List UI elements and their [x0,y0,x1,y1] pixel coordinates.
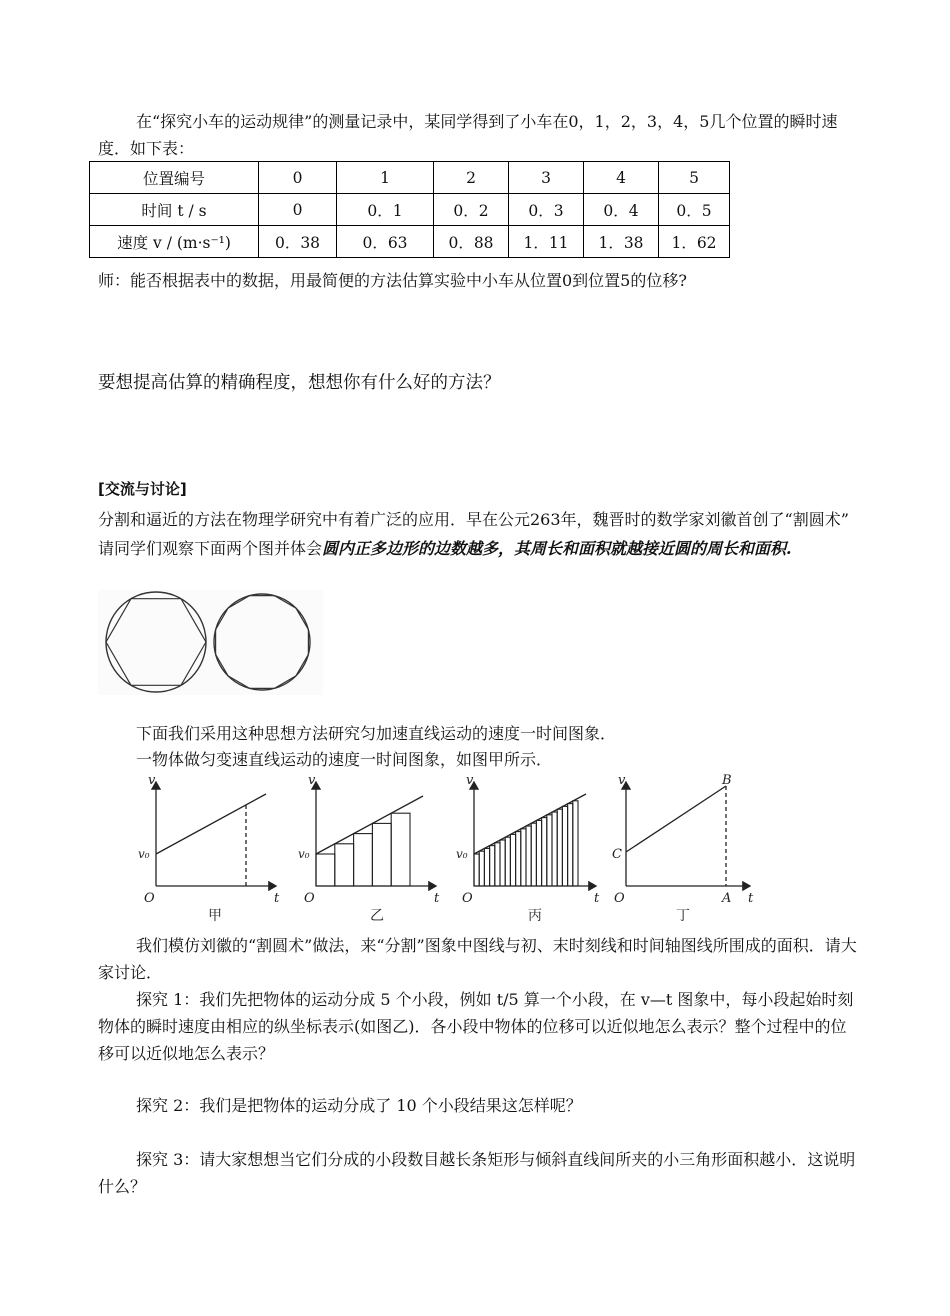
rectangles-5 [316,813,410,886]
step-rectangle [474,854,479,886]
object-paragraph: 一物体做匀变速直线运动的速度一时间图象，如图甲所示． [136,750,553,769]
caption-ding: 丁 [676,908,690,924]
step-rectangle [516,832,521,886]
axis-t-label: t [434,891,440,906]
v0-label: v₀ [298,847,310,861]
question-2: 要想提高估算的精确程度，想想你有什么好的方法？ [98,373,501,393]
origin-label: O [614,891,625,906]
table-cell: 2 [434,162,509,194]
origin-label: O [144,891,155,906]
step-rectangle [391,813,410,886]
table-cell: 1 [337,162,434,194]
table-cell: 3 [509,162,584,194]
discussion-emphasis: 圆内正多边形的边数越多，其周长和面积就越接近圆的周长和面积. [322,539,792,558]
step-rectangle [510,834,515,886]
table-cell: 4 [584,162,659,194]
step-rectangle [500,840,505,886]
step-rectangle [573,801,578,886]
vt-graphs [138,768,783,928]
table-cell: 1．38 [584,226,659,258]
explore-1: 探究 1：我们先把物体的运动分成 5 个小段，例如 t/5 算一个小段，在 v—t 图象中，每小段起始时刻物体的瞬时速度由相应的纵坐标表示(如图乙)．各小段中物体的位移可以近似地怎么表示？整个过程中的位移可以近似地怎么表示？ [98,990,854,1063]
table-cell: 0．2 [434,194,509,226]
caption-yi: 乙 [370,908,384,924]
table-cell: 0 [259,194,337,226]
vt-line [316,796,423,854]
step-rectangle [479,851,484,886]
graph-bing [456,773,600,924]
graph-yi [298,773,440,924]
caption-jia: 甲 [208,908,222,924]
table-cell: 5 [659,162,730,194]
graph-ding [612,773,754,924]
axis-v-label: v [618,773,626,788]
step-rectangle [526,826,531,886]
axis-t-label: t [748,891,754,906]
origin-label: O [462,891,473,906]
graph-jia [138,773,280,924]
step-rectangle [557,809,562,886]
section-heading: [交流与讨论] [98,480,187,498]
step-rectangle [372,823,391,886]
step-rectangle [490,846,495,886]
step-rectangle [562,806,567,886]
table-cell: 0．1 [337,194,434,226]
table-cell: 0．3 [509,194,584,226]
table-cell: 0．4 [584,194,659,226]
step-rectangle [547,815,552,886]
step-rectangle [552,812,557,886]
discussion-text: 分割和逼近的方法在物理学研究中有着广泛的应用．早在公元263年，魏晋时的数学家刘徽首创了“割圆术” 请同学们观察下面两个图并体会 [98,510,849,558]
explore-3: 探究 3：请大家想想当它们分成的小段数目越长条矩形与倾斜直线间所夹的小三角形面积越小．这说明什么？ [98,1150,856,1196]
step-rectangle [536,820,541,886]
table-cell: 0．5 [659,194,730,226]
table-cell: 1．62 [659,226,730,258]
v0-label: v₀ [456,847,468,861]
step-rectangle [335,844,354,886]
method-paragraph: 下面我们采用这种思想方法研究匀加速直线运动的速度一时间图象． [136,724,617,743]
table-cell: 时间 t / s [90,194,259,226]
axis-v-label: v [466,773,474,788]
point-a-label: A [722,891,732,906]
table-row [90,162,730,194]
point-c-label: C [612,847,622,862]
rectangles-many [474,801,578,886]
axis-v-label: v [308,773,316,788]
question-1: 师：能否根据表中的数据，用最简便的方法估算实验中小车从位置0到位置5的位移? [98,271,687,290]
step-rectangle [542,818,547,886]
table-row [90,226,730,258]
explore-2: 探究 2：我们是把物体的运动分成了 10 个小段结果这怎样呢？ [136,1096,582,1115]
step-rectangle [354,834,373,886]
vt-line [626,786,726,852]
v0-label: v₀ [138,847,150,861]
table-cell: 0．38 [259,226,337,258]
table-row [90,194,730,226]
vt-line [474,794,586,854]
step-rectangle [495,843,500,886]
step-rectangle [568,804,573,886]
table-cell: 位置编号 [90,162,259,194]
table-cell: 0．63 [337,226,434,258]
circle-polygon-figure [98,590,323,695]
step-rectangle [484,848,489,886]
table-cell: 1．11 [509,226,584,258]
vt-line [156,794,266,854]
step-rectangle [316,854,335,886]
step-rectangle [531,823,536,886]
table-cell: 0 [259,162,337,194]
origin-label: O [304,891,315,906]
table-cell: 0．88 [434,226,509,258]
step-rectangle [521,829,526,886]
velocity-table [89,161,730,258]
discussion-paragraph [98,505,858,563]
axis-t-label: t [274,891,280,906]
step-rectangle [505,837,510,886]
caption-bing: 丙 [528,908,542,924]
table-cell: 速度 v / (m·s⁻¹) [90,226,259,258]
axis-t-label: t [594,891,600,906]
imitate-paragraph: 我们模仿刘徽的“割圆术”做法，来“分割”图象中图线与初、末时刻线和时间轴图线所围成的面积．请大家讨论． [98,936,857,982]
point-b-label: B [722,773,732,788]
axis-v-label: v [148,773,156,788]
intro-paragraph: 在“探究小车的运动规律”的测量记录中，某同学得到了小车在0，1，2，3，4，5几个位置的瞬时速度．如下表： [98,112,838,158]
